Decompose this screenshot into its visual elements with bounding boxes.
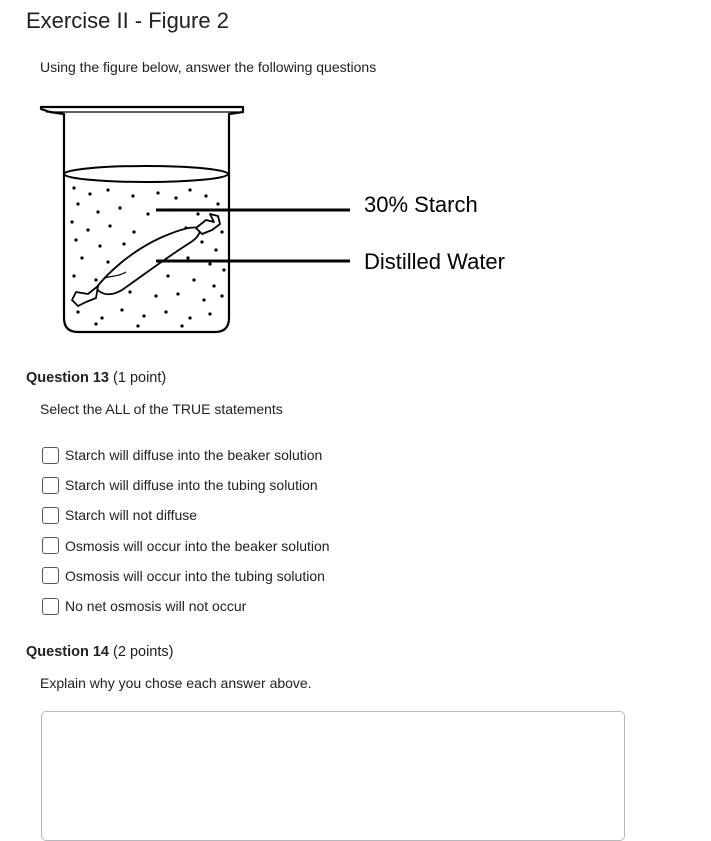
option-starch-diffuse-beaker[interactable] [42, 440, 330, 470]
question-13-points: (1 point) [113, 370, 167, 386]
option-label[interactable]: Starch will not diffuse [65, 507, 198, 524]
option-label[interactable]: Osmosis will occur into the tubing solution [65, 567, 325, 584]
option-no-net-osmosis[interactable] [42, 591, 330, 621]
checkbox[interactable] [42, 477, 59, 494]
label-distilled-water: Distilled Water [364, 249, 505, 274]
question-13-heading [26, 370, 166, 386]
page-title: Exercise II - Figure 2 [26, 8, 229, 33]
question-13-prompt: Select the ALL of the TRUE statements [40, 401, 283, 417]
question-14-points: (2 points) [113, 644, 174, 660]
option-osmosis-beaker[interactable] [42, 531, 330, 561]
option-label[interactable]: Osmosis will occur into the beaker solution [65, 537, 330, 554]
checkbox[interactable] [42, 507, 59, 524]
beaker-figure [38, 100, 538, 340]
intro-text: Using the figure below, answer the following questions [40, 59, 377, 75]
option-starch-not-diffuse[interactable] [42, 500, 330, 530]
question-14-heading [26, 644, 173, 660]
label-30-percent-starch: 30% Starch [364, 192, 478, 217]
water-surface [64, 166, 228, 182]
option-label[interactable]: No net osmosis will not occur [65, 598, 247, 615]
option-label[interactable]: Starch will diffuse into the tubing solution [65, 477, 318, 494]
option-osmosis-tubing[interactable] [42, 561, 330, 591]
question-13-options [42, 440, 330, 621]
question-14-prompt: Explain why you chose each answer above. [40, 675, 312, 691]
checkbox[interactable] [42, 567, 59, 584]
option-label[interactable]: Starch will diffuse into the beaker solution [65, 447, 323, 464]
question-13-number: Question 13 [26, 370, 109, 386]
checkbox[interactable] [42, 598, 59, 615]
question-14-number: Question 14 [26, 644, 109, 660]
option-starch-diffuse-tubing[interactable] [42, 470, 330, 500]
checkbox[interactable] [42, 537, 59, 554]
question-14-answer-textarea[interactable] [41, 711, 625, 841]
checkbox[interactable] [42, 447, 59, 464]
beaker-diagram [38, 100, 538, 340]
